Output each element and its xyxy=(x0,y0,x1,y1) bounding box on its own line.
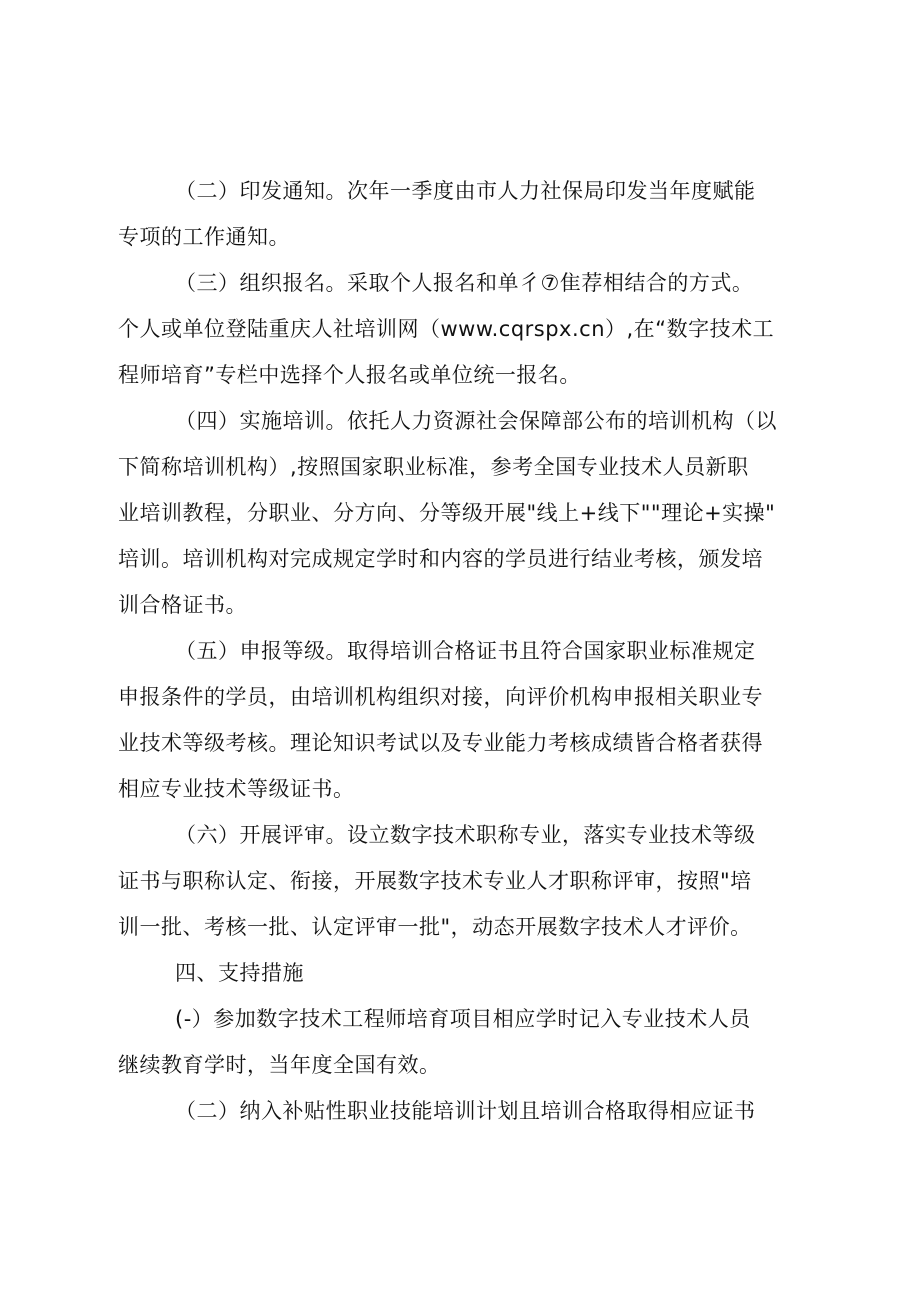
paragraph-6-line-3: 训一批、考核一批、认定评审一批"，动态开展数字技术人才评价。 xyxy=(118,915,752,939)
paragraph-4-line-5: 训合格证书。 xyxy=(118,593,247,617)
paragraph-3-line-3: 程师培育”专栏中选择个人报名或单位统一报名。 xyxy=(118,363,581,387)
paragraph-6-line-2: 证书与职称认定、衔接，开展数字技术专业人才职称评审，按照"培 xyxy=(118,869,752,893)
support-item-2-line-1: （二）纳入补贴性职业技能培训计划且培训合格取得相应证书 xyxy=(175,1099,756,1123)
paragraph-3-line-1: （三）组织报名。采取个人报名和单彳⑦隹荐相结合的方式。 xyxy=(175,271,754,295)
paragraph-4-line-4: 培训。培训机构对完成规定学时和内容的学员进行结业考核，颁发培 xyxy=(118,547,763,571)
paragraph-5-line-3: 业技术等级考核。理论知识考试以及专业能力考核成绩皆合格者获得 xyxy=(118,731,763,755)
paragraph-5-line-1: （五）申报等级。取得培训合格证书且符合国家职业标准规定 xyxy=(175,639,756,663)
paragraph-3-line-2: 个人或单位登陆重庆人社培训网（www.cqrspx.cn）,在“数字技术工 xyxy=(118,317,775,341)
paragraph-5-line-4: 相应专业技术等级证书。 xyxy=(118,777,355,801)
paragraph-2-line-1: （二）印发通知。次年一季度由市人力社保局印发当年度赋能 xyxy=(175,179,756,203)
paragraph-5-line-2: 申报条件的学员，由培训机构组织对接，向评价机构申报相关职业专 xyxy=(118,685,763,709)
paragraph-4-line-3: 业培训教程，分职业、分方向、分等级开展"线上+线下""理论+实操" xyxy=(118,501,776,525)
paragraph-2-line-2: 专项的工作通知。 xyxy=(118,225,290,249)
support-item-1-line-2: 继续教育学时，当年度全国有效。 xyxy=(118,1053,441,1077)
paragraph-4-line-1: （四）实施培训。依托人力资源社会保障部公布的培训机构（以 xyxy=(175,409,777,433)
section-heading-support-measures: 四、支持措施 xyxy=(175,961,304,985)
support-item-1-line-1: (-）参加数字技术工程师培育项目相应学时记入专业技术人员 xyxy=(175,1007,751,1031)
paragraph-6-line-1: （六）开展评审。设立数字技术职称专业，落实专业技术等级 xyxy=(175,823,756,847)
paragraph-4-line-2: 下简称培训机构）,按照国家职业标准，参考全国专业技术人员新职 xyxy=(118,455,749,479)
